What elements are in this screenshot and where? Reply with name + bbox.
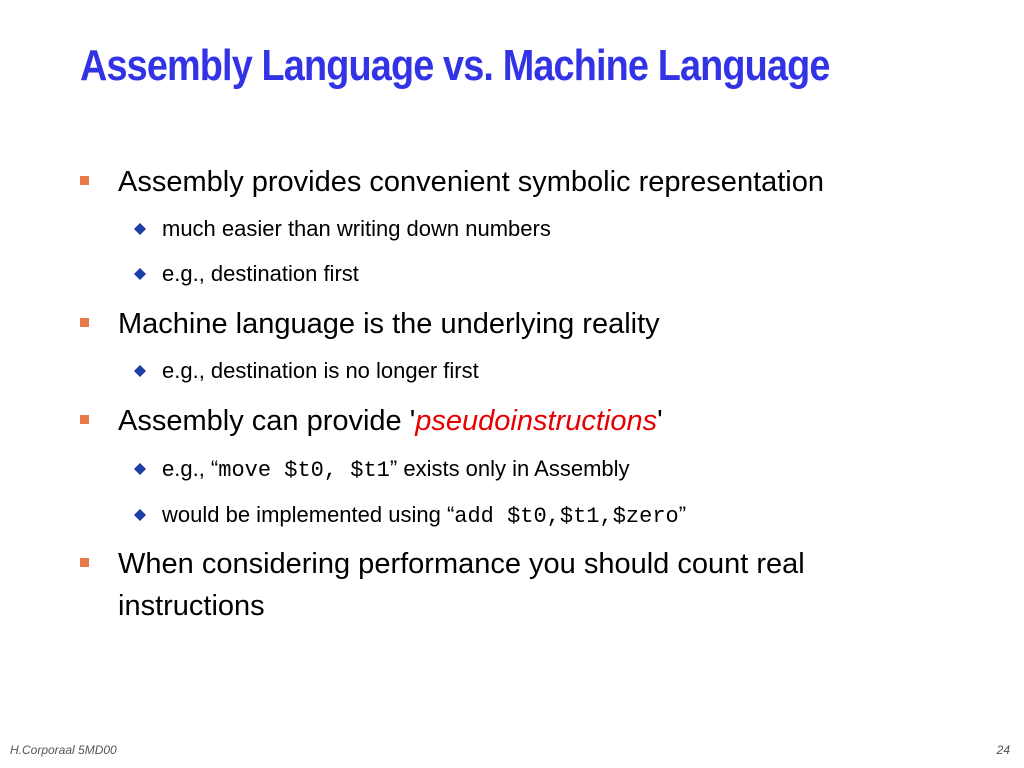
sub-bullet-item bbox=[162, 500, 942, 532]
sub-bullet-item bbox=[162, 454, 942, 486]
bullet-item bbox=[118, 161, 978, 203]
sub-bullet-prefix: would be implemented using “ bbox=[162, 502, 455, 527]
square-bullet-icon bbox=[80, 558, 89, 567]
bullet-text: Assembly provides convenient symbolic representation bbox=[118, 166, 825, 198]
sub-bullet-item bbox=[162, 259, 942, 289]
bullet-text-suffix: ' bbox=[657, 405, 663, 437]
bullet-text-prefix: Assembly can provide ' bbox=[118, 405, 416, 437]
footer-author: H.Corporaal 5MD00 bbox=[10, 743, 117, 757]
sub-bullet-prefix: e.g., “ bbox=[162, 456, 219, 481]
square-bullet-icon bbox=[80, 318, 89, 327]
code-snippet: move $t0, $t1 bbox=[218, 458, 390, 483]
bullet-text: Machine language is the underlying reality bbox=[118, 308, 660, 340]
bullet-text: When considering performance you should count real instructions bbox=[118, 548, 805, 622]
diamond-bullet-icon bbox=[134, 365, 146, 377]
bullet-item bbox=[118, 400, 978, 442]
sub-bullet-text: e.g., destination first bbox=[162, 261, 359, 286]
sub-bullet-suffix: ” exists only in Assembly bbox=[389, 456, 630, 481]
diamond-bullet-icon bbox=[134, 509, 146, 521]
bullet-item bbox=[118, 543, 938, 627]
sub-bullet-text: e.g., destination is no longer first bbox=[162, 358, 479, 383]
sub-bullet-item bbox=[162, 214, 942, 244]
diamond-bullet-icon bbox=[134, 268, 146, 280]
square-bullet-icon bbox=[80, 415, 89, 424]
bullet-item bbox=[118, 303, 978, 345]
sub-bullet-item bbox=[162, 356, 942, 386]
sub-bullet-suffix: ” bbox=[678, 502, 687, 527]
footer-page-number: 24 bbox=[996, 743, 1010, 757]
square-bullet-icon bbox=[80, 176, 89, 185]
slide-title: Assembly Language vs. Machine Language bbox=[80, 41, 830, 90]
diamond-bullet-icon bbox=[134, 463, 146, 475]
code-snippet: add $t0,$t1,$zero bbox=[454, 504, 679, 529]
pseudoinstructions-emphasis: pseudoinstructions bbox=[415, 405, 658, 437]
diamond-bullet-icon bbox=[134, 223, 146, 235]
sub-bullet-text: much easier than writing down numbers bbox=[162, 216, 551, 241]
